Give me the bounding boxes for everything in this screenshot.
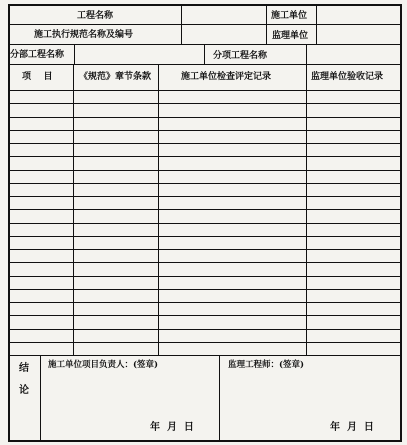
table-row-line (8, 276, 401, 277)
table-row-line (8, 183, 401, 184)
header-divider (181, 4, 182, 44)
table-row-line (8, 143, 401, 144)
sub-project-label: 分部工程名称 (10, 50, 65, 60)
table-row-line (8, 289, 401, 290)
table-row-line (8, 209, 401, 210)
column-header-construction-check: 施工单位检查评定记录 (181, 72, 272, 82)
project-name-label: 工程名称 (77, 11, 114, 21)
header-divider (204, 44, 205, 64)
table-row-line (8, 117, 401, 118)
table-row-line (8, 130, 401, 131)
table-row-line (8, 236, 401, 237)
header-rule (8, 64, 401, 65)
header-divider (306, 44, 307, 64)
date-left: 年 月 日 (150, 422, 194, 433)
header-divider (266, 4, 267, 44)
footer-divider (40, 355, 41, 440)
table-row-line (8, 103, 401, 104)
column-header-item: 项 目 (22, 72, 53, 82)
table-row-line (8, 302, 401, 303)
date-right: 年 月 日 (330, 422, 374, 433)
form-border-bottom (8, 440, 401, 442)
column-header-clause: 《规范》章节条款 (79, 72, 152, 82)
construction-leader-signature-label: 施工单位项目负责人：(签章) (48, 360, 159, 370)
form-border-top (8, 4, 401, 6)
column-header-supervision-check: 监理单位验收记录 (311, 72, 384, 82)
table-row-line (8, 196, 401, 197)
header-divider (316, 4, 317, 44)
footer-divider (219, 355, 220, 440)
table-row-line (8, 223, 401, 224)
item-project-label: 分项工程名称 (213, 51, 268, 61)
standard-name-label: 施工执行规范名称及编号 (34, 30, 134, 40)
conclusion-label: 结论 (19, 363, 29, 396)
construction-unit-label: 施工单位 (271, 11, 308, 21)
table-row-line (8, 249, 401, 250)
header-divider (74, 44, 75, 64)
table-row-line (8, 329, 401, 330)
supervision-unit-label: 监理单位 (272, 31, 309, 41)
table-row-line (8, 315, 401, 316)
supervisor-signature-label: 监理工程师：(签章) (228, 360, 305, 370)
header-rule (8, 24, 401, 25)
table-row-line (8, 170, 401, 171)
footer-rule (8, 355, 401, 356)
table-row-line (8, 342, 401, 343)
table-row-line (8, 156, 401, 157)
column-header-rule (8, 90, 401, 91)
table-row-line (8, 262, 401, 263)
